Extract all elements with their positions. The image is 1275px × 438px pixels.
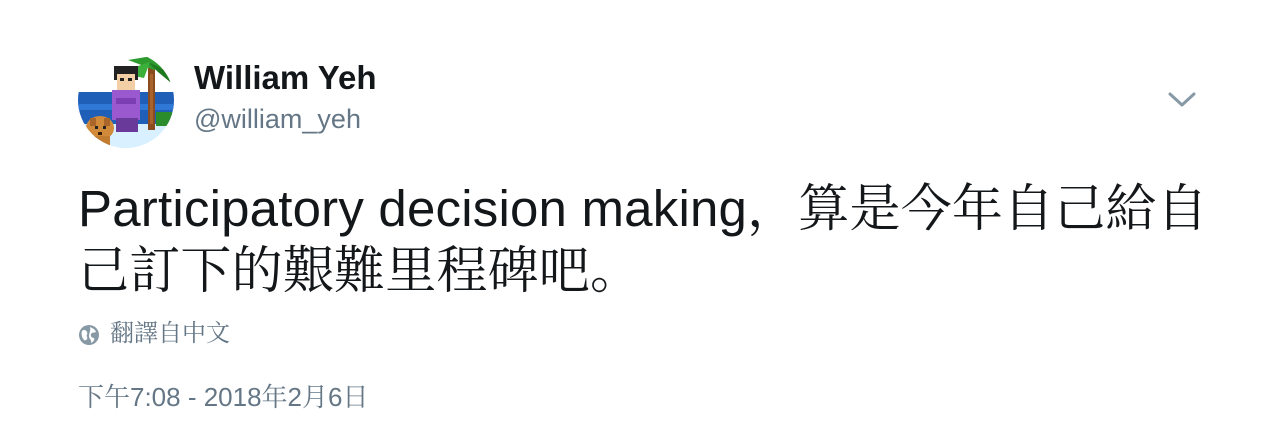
- user-info: [194, 58, 377, 136]
- display-name[interactable]: William Yeh: [194, 59, 377, 96]
- tweet-text: Participatory decision making，算是今年自己給自己訂下的艱難里程碑吧。: [78, 180, 1208, 299]
- translate-tweet-button[interactable]: [78, 318, 230, 350]
- globe-icon: [78, 324, 100, 346]
- chevron-down-icon: [1166, 88, 1198, 110]
- avatar-image: [78, 52, 174, 148]
- translate-label: 翻譯自中文: [110, 320, 230, 347]
- user-handle[interactable]: @william_yeh: [194, 104, 361, 134]
- tweet-menu-button[interactable]: [1166, 88, 1198, 110]
- avatar[interactable]: [78, 52, 174, 148]
- tweet-timestamp[interactable]: 下午7:08 - 2018年2月6日: [78, 382, 369, 412]
